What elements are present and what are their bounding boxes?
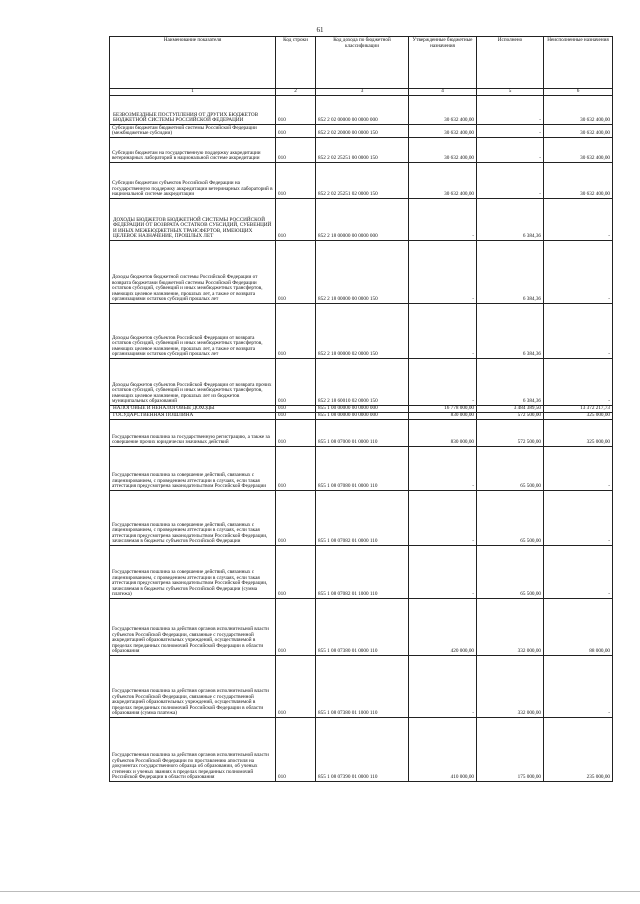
table-row [110,656,613,718]
table-row [110,546,613,599]
table-row [110,96,613,125]
row-approved: 30 632 400,00 [409,125,477,138]
row-income-code: 855 1 08 07380 01 0000 110 [316,599,409,656]
table-row [110,413,613,420]
header-unexecuted: Неисполненные назначения [544,37,613,89]
row-executed: 6 384,36 [477,241,544,304]
row-unexecuted: 325 000,00 [544,420,613,447]
row-line-code: 010 [276,447,316,491]
row-name: Государственная пошлина за действия органов исполнительной власти субъектов Российской Федерации, связанные с государственной аккредитацией образовательных учреждений, осуществляемой в пределах переданных полномочий Российской Федерации в области образования [110,599,276,656]
row-line-code: 010 [276,125,316,138]
row-line-code: 010 [276,546,316,599]
row-name: Государственная пошлина за совершение действий, связанных с лицензированием, с проведением аттестации в случаях, если такая аттестация предусмотрена законодательством Российской Федерации, зачисляемая в бюджеты субъектов Российской Федерации (сумма платежа) [110,546,276,599]
row-executed: 572 500,00 [477,413,544,420]
row-income-code: 855 1 08 07080 01 0000 110 [316,447,409,491]
header-name: Наименование показателя [110,37,276,89]
table-row [110,241,613,304]
row-approved: - [409,241,477,304]
row-income-code: 852 2 18 00000 00 0000 150 [316,241,409,304]
column-number: 4 [409,89,477,96]
row-name: Доходы бюджетов субъектов Российской Федерации от возврата остатков субсидий, субвенций и иных межбюджетных трансфертов, имеющих целевое назначение, прошлых лет, а также от возврата организациями остатков субсидий прошлых лет [110,304,276,359]
table-row [110,447,613,491]
row-executed: 65 500,00 [477,546,544,599]
table-row [110,718,613,782]
page-number: 61 [316,26,324,34]
table-row [110,163,613,199]
row-approved: 410 000,00 [409,718,477,782]
row-line-code: 010 [276,163,316,199]
row-executed: - [477,163,544,199]
row-line-code: 010 [276,304,316,359]
row-income-code: 852 2 18 00000 00 0000 000 [316,199,409,241]
row-name: ГОСУДАРСТВЕННАЯ ПОШЛИНА [110,413,276,420]
table-row [110,420,613,447]
header-executed: Исполнено [477,37,544,89]
table-row [110,304,613,359]
row-executed: 572 500,00 [477,420,544,447]
row-income-code: 852 2 18 00000 02 0000 150 [316,304,409,359]
table-row [110,199,613,241]
row-line-code: 010 [276,656,316,718]
row-income-code: 852 2 02 20000 00 0000 150 [316,125,409,138]
row-line-code: 010 [276,359,316,406]
row-executed: 6 384,36 [477,304,544,359]
row-name: Доходы бюджетов бюджетной системы Российской Федерации от возврата бюджетами бюджетной системы Российской Федерации остатков субсидий, субвенций и иных межбюджетных трансфертов, имеющих целевое назначение, прошлых лет, а также от возврата организациями остатков субсидий прошлых лет [110,241,276,304]
row-name: НАЛОГОВЫЕ И НЕНАЛОГОВЫЕ ДОХОДЫ [110,406,276,413]
row-approved: - [409,656,477,718]
row-name: Государственная пошлина за действия органов исполнительной власти субъектов Российской Федерации по проставлению апостиля на документах государственного образца об образовании, об ученых степенях и ученых званиях в пределах переданных полномочий Российской Федерации в области образования [110,718,276,782]
row-income-code: 855 1 08 00000 00 0000 000 [316,413,409,420]
header-income-code: Код дохода по бюджетной классификации [316,37,409,89]
row-name: Государственная пошлина за совершение действий, связанных с лицензированием, с проведением аттестации в случаях, если такая аттестация предусмотрена законодательством Российской Федерации, зачисляемая в бюджеты субъектов Российской Федерации [110,491,276,546]
budget-execution-table [109,36,613,782]
row-unexecuted: - [544,491,613,546]
row-approved: 16 778 000,00 [409,406,477,413]
table-row [110,125,613,138]
row-line-code: 010 [276,241,316,304]
column-number: 3 [316,89,409,96]
row-approved: - [409,304,477,359]
row-name: ДОХОДЫ БЮДЖЕТОВ БЮДЖЕТНОЙ СИСТЕМЫ РОССИЙСКОЙ ФЕДЕРАЦИИ ОТ ВОЗВРАТА ОСТАТКОВ СУБСИДИЙ, СУБВЕНЦИЙ И ИНЫХ МЕЖБЮДЖЕТНЫХ ТРАНСФЕРТОВ, ИМЕЮЩИХ ЦЕЛЕВОЕ НАЗНАЧЕНИЕ, ПРОШЛЫХ ЛЕТ [110,199,276,241]
row-executed: - [477,138,544,163]
table-row [110,599,613,656]
row-line-code: 010 [276,413,316,420]
row-income-code: 852 2 02 25251 00 0000 150 [316,138,409,163]
row-executed: 6 384,36 [477,359,544,406]
row-income-code: 855 1 00 00000 00 0000 000 [316,406,409,413]
row-executed: 332 000,00 [477,656,544,718]
column-number: 6 [544,89,613,96]
row-approved: 420 000,00 [409,599,477,656]
row-name: Субсидии бюджетам на государственную поддержку аккредитации ветеринарных лабораторий в национальной системе аккредитации [110,138,276,163]
row-approved: 30 632 400,00 [409,163,477,199]
row-approved: 830 000,00 [409,413,477,420]
row-unexecuted: 30 632 400,00 [544,163,613,199]
row-approved: - [409,491,477,546]
row-unexecuted: 30 632 400,00 [544,125,613,138]
column-number: 5 [477,89,544,96]
row-unexecuted: - [544,199,613,241]
page-bottom-rule [0,891,640,892]
header-line-code: Код строки [276,37,316,89]
row-line-code: 010 [276,199,316,241]
row-unexecuted: - [544,546,613,599]
row-line-code: 010 [276,96,316,125]
row-line-code: 010 [276,718,316,782]
row-line-code: 010 [276,406,316,413]
row-approved: - [409,447,477,491]
row-unexecuted: 235 000,00 [544,718,613,782]
row-name: Государственная пошлина за совершение действий, связанных с лицензированием, с проведением аттестации в случаях, если такая аттестация предусмотрена законодательством Российской Федерации [110,447,276,491]
row-income-code: 855 1 08 07380 01 1000 110 [316,656,409,718]
row-unexecuted: 88 000,00 [544,599,613,656]
row-line-code: 010 [276,420,316,447]
row-unexecuted: - [544,359,613,406]
row-income-code: 852 2 18 60010 02 0000 150 [316,359,409,406]
row-income-code: 855 1 08 07390 01 0000 110 [316,718,409,782]
row-name: Субсидии бюджетам субъектов Российской Федерации на государственную поддержку аккредитации ветеринарных лабораторий в национальной системе аккредитации [110,163,276,199]
row-approved: 30 632 400,00 [409,138,477,163]
row-executed: 65 500,00 [477,447,544,491]
row-executed: - [477,125,544,138]
row-name: Государственная пошлина за государственную регистрацию, а также за совершение прочих юридически значимых действий [110,420,276,447]
row-approved: - [409,199,477,241]
row-income-code: 852 2 02 00000 00 0000 000 [316,96,409,125]
row-executed: 175 000,00 [477,718,544,782]
header-approved: Утвержденные бюджетные назначения [409,37,477,89]
table-row [110,491,613,546]
row-approved: 30 632 400,00 [409,96,477,125]
row-unexecuted: - [544,447,613,491]
column-number-row [110,89,613,96]
row-approved: - [409,546,477,599]
table-row [110,359,613,406]
row-name: БЕЗВОЗМЕЗДНЫЕ ПОСТУПЛЕНИЯ ОТ ДРУГИХ БЮДЖЕТОВ БЮДЖЕТНОЙ СИСТЕМЫ РОССИЙСКОЙ ФЕДЕРАЦИИ [110,96,276,125]
row-executed: 6 384,36 [477,199,544,241]
row-unexecuted: - [544,656,613,718]
row-executed: - [477,96,544,125]
row-unexecuted: - [544,241,613,304]
row-unexecuted: 30 632 400,00 [544,96,613,125]
row-unexecuted: 325 000,00 [544,413,613,420]
row-income-code: 855 1 08 07082 01 0000 110 [316,491,409,546]
row-income-code: 855 1 08 07000 01 0000 110 [316,420,409,447]
row-name: Субсидии бюджетам бюджетной системы Российской Федерации (межбюджетные субсидии) [110,125,276,138]
row-approved: - [409,359,477,406]
row-income-code: 852 2 02 25251 02 0000 150 [316,163,409,199]
row-approved: 830 000,00 [409,420,477,447]
row-name: Государственная пошлина за действия органов исполнительной власти субъектов Российской Федерации, связанные с государственной аккредитацией образовательных учреждений, осуществляемой в пределах переданных полномочий Российской Федерации в области образования (сумма платежа) [110,656,276,718]
header-row [110,37,613,89]
table-body [110,96,613,782]
table-row [110,138,613,163]
row-executed: 3 484 389,50 [477,406,544,413]
row-unexecuted: 30 632 400,00 [544,138,613,163]
row-name: Доходы бюджетов субъектов Российской Федерации от возврата прочих остатков субсидий, субвенций и иных межбюджетных трансфертов, имеющих целевое назначение, прошлых лет из бюджетов муниципальных образований [110,359,276,406]
row-unexecuted: - [544,304,613,359]
row-line-code: 010 [276,138,316,163]
column-number: 1 [110,89,276,96]
row-executed: 332 000,00 [477,599,544,656]
row-unexecuted: 13 372 217,73 [544,406,613,413]
column-number: 2 [276,89,316,96]
row-line-code: 010 [276,599,316,656]
row-income-code: 855 1 08 07082 01 1000 110 [316,546,409,599]
row-executed: 65 500,00 [477,491,544,546]
row-line-code: 010 [276,491,316,546]
